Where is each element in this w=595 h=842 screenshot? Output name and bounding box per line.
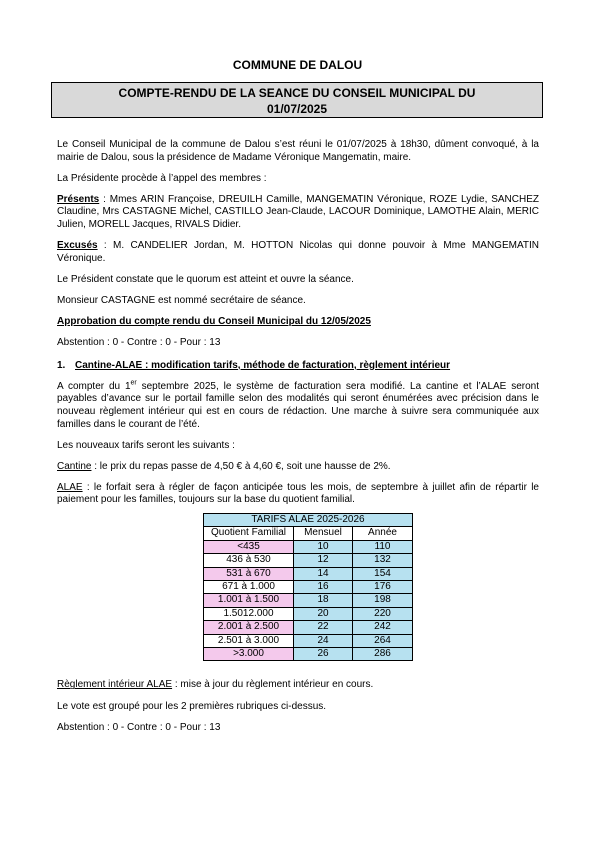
header-quotient: Quotient Familial bbox=[204, 527, 294, 540]
document-title-box bbox=[51, 82, 543, 118]
table-header-row bbox=[204, 527, 413, 540]
annee-cell: 220 bbox=[353, 607, 413, 620]
quotient-cell: <435 bbox=[204, 540, 294, 553]
vote-groupe-paragraph: Le vote est groupé pour les 2 premières rubriques ci-dessus. bbox=[57, 700, 327, 712]
section-1-paragraph bbox=[57, 381, 539, 431]
reglement-text: : mise à jour du règlement intérieur en cours. bbox=[172, 679, 374, 691]
vote-section-1: Abstention : 0 - Contre : 0 - Pour : 13 bbox=[57, 721, 221, 733]
annee-cell: 176 bbox=[353, 581, 413, 594]
table-row bbox=[204, 607, 413, 620]
section-1-para-post: septembre 2025, le système de facturation sera modifié. La cantine et l’ALAE seront payables d’avance sur le portail famille selon des modalités qui seront énumérées avec précision dans le nouveau règlement intérieur qui est en cours de rédaction. Une marche à suivre sera communiquée aux familles dans le courant de l’été. bbox=[57, 380, 539, 430]
annee-cell: 154 bbox=[353, 567, 413, 580]
cantine-text: : le prix du repas passe de 4,50 € à 4,60 €, soit une hausse de 2%. bbox=[91, 460, 391, 472]
mensuel-cell: 24 bbox=[294, 634, 353, 647]
appel-paragraph: La Présidente procède à l’appel des membres : bbox=[57, 172, 267, 184]
header-annee: Année bbox=[353, 527, 413, 540]
reglement-label: Règlement intérieur ALAE bbox=[57, 679, 173, 691]
cantine-paragraph bbox=[57, 461, 539, 474]
mensuel-cell: 26 bbox=[294, 648, 353, 661]
tarifs-alae-table bbox=[203, 513, 413, 661]
mensuel-cell: 20 bbox=[294, 607, 353, 620]
table-row bbox=[204, 540, 413, 553]
annee-cell: 198 bbox=[353, 594, 413, 607]
quotient-cell: 531 à 670 bbox=[204, 567, 294, 580]
section-1-title-text: Cantine-ALAE : modification tarifs, méthode de facturation, règlement intérieur bbox=[75, 359, 451, 371]
tarifs-table-wrapper bbox=[57, 513, 539, 661]
table-row bbox=[204, 581, 413, 594]
table-row bbox=[204, 634, 413, 647]
mensuel-cell: 14 bbox=[294, 567, 353, 580]
quotient-cell: 671 à 1.000 bbox=[204, 581, 294, 594]
document-body bbox=[57, 139, 539, 743]
annee-cell: 286 bbox=[353, 648, 413, 661]
quorum-paragraph: Le Président constate que le quorum est atteint et ouvre la séance. bbox=[57, 273, 354, 285]
mensuel-cell: 10 bbox=[294, 540, 353, 553]
excuses-paragraph bbox=[57, 240, 539, 265]
header-mensuel: Mensuel bbox=[294, 527, 353, 540]
presents-text: : Mmes ARIN Françoise, DREUILH Camille, MANGEMATIN Véronique, ROZE Lydie, SANCHEZ Claudine, Mrs CASTAGNE Michel, CASTILLO Jean-Claude, LACOUR Dominique, LAMOTHE Alain, MERIC Julien, MORELL Jacques, RIVALS Didier. bbox=[57, 193, 539, 230]
table-caption: TARIFS ALAE 2025-2026 bbox=[204, 513, 413, 526]
section-1-para-pre: A compter du 1 bbox=[57, 380, 131, 392]
table-row bbox=[204, 621, 413, 634]
quotient-cell: 1.5012.000 bbox=[204, 607, 294, 620]
mensuel-cell: 22 bbox=[294, 621, 353, 634]
annee-cell: 110 bbox=[353, 540, 413, 553]
document-title-line2: 01/07/2025 bbox=[266, 102, 328, 116]
quotient-cell: 1.001 à 1.500 bbox=[204, 594, 294, 607]
annee-cell: 132 bbox=[353, 554, 413, 567]
tarifs-intro: Les nouveaux tarifs seront les suivants : bbox=[57, 439, 235, 451]
secretaire-paragraph: Monsieur CASTAGNE est nommé secrétaire de séance. bbox=[57, 294, 306, 306]
annee-cell: 264 bbox=[353, 634, 413, 647]
approbation-heading: Approbation du compte rendu du Conseil Municipal du 12/05/2025 bbox=[57, 315, 371, 327]
table-row bbox=[204, 648, 413, 661]
excuses-label: Excusés bbox=[57, 240, 98, 252]
alae-label: ALAE bbox=[57, 481, 83, 493]
mensuel-cell: 18 bbox=[294, 594, 353, 607]
presents-paragraph bbox=[57, 194, 539, 232]
quotient-cell: 436 à 530 bbox=[204, 554, 294, 567]
table-row bbox=[204, 594, 413, 607]
document-title-line1: COMPTE-RENDU DE LA SEANCE DU CONSEIL MUNICIPAL DU bbox=[118, 86, 476, 100]
presents-label: Présents bbox=[57, 193, 100, 205]
section-1-title bbox=[57, 360, 539, 373]
table-row bbox=[204, 554, 413, 567]
annee-cell: 242 bbox=[353, 621, 413, 634]
quotient-cell: >3.000 bbox=[204, 648, 294, 661]
section-1-number: 1. bbox=[57, 359, 66, 371]
excuses-text: : M. CANDELIER Jordan, M. HOTTON Nicolas qui donne pouvoir à Mme MANGEMATIN Véronique. bbox=[57, 240, 539, 264]
mensuel-cell: 12 bbox=[294, 554, 353, 567]
section-1-para-sup: er bbox=[130, 379, 137, 387]
alae-paragraph bbox=[57, 482, 539, 507]
cantine-label: Cantine bbox=[57, 460, 92, 472]
commune-name: COMMUNE DE DALOU bbox=[232, 58, 363, 72]
table-row bbox=[204, 567, 413, 580]
mensuel-cell: 16 bbox=[294, 581, 353, 594]
quotient-cell: 2.001 à 2.500 bbox=[204, 621, 294, 634]
intro-paragraph: Le Conseil Municipal de la commune de Dalou s’est réuni le 01/07/2025 à 18h30, dûment convoqué, à la mairie de Dalou, sous la présidence de Madame Véronique Mangematin, maire. bbox=[57, 139, 539, 163]
alae-text: : le forfait sera à régler de façon anticipée tous les mois, de septembre à juillet afin de répartir le paiement pour les familles, toujours sur la base du quotient familial. bbox=[57, 481, 539, 506]
vote-approbation: Abstention : 0 - Contre : 0 - Pour : 13 bbox=[57, 337, 221, 349]
reglement-paragraph bbox=[57, 679, 539, 692]
quotient-cell: 2.501 à 3.000 bbox=[204, 634, 294, 647]
